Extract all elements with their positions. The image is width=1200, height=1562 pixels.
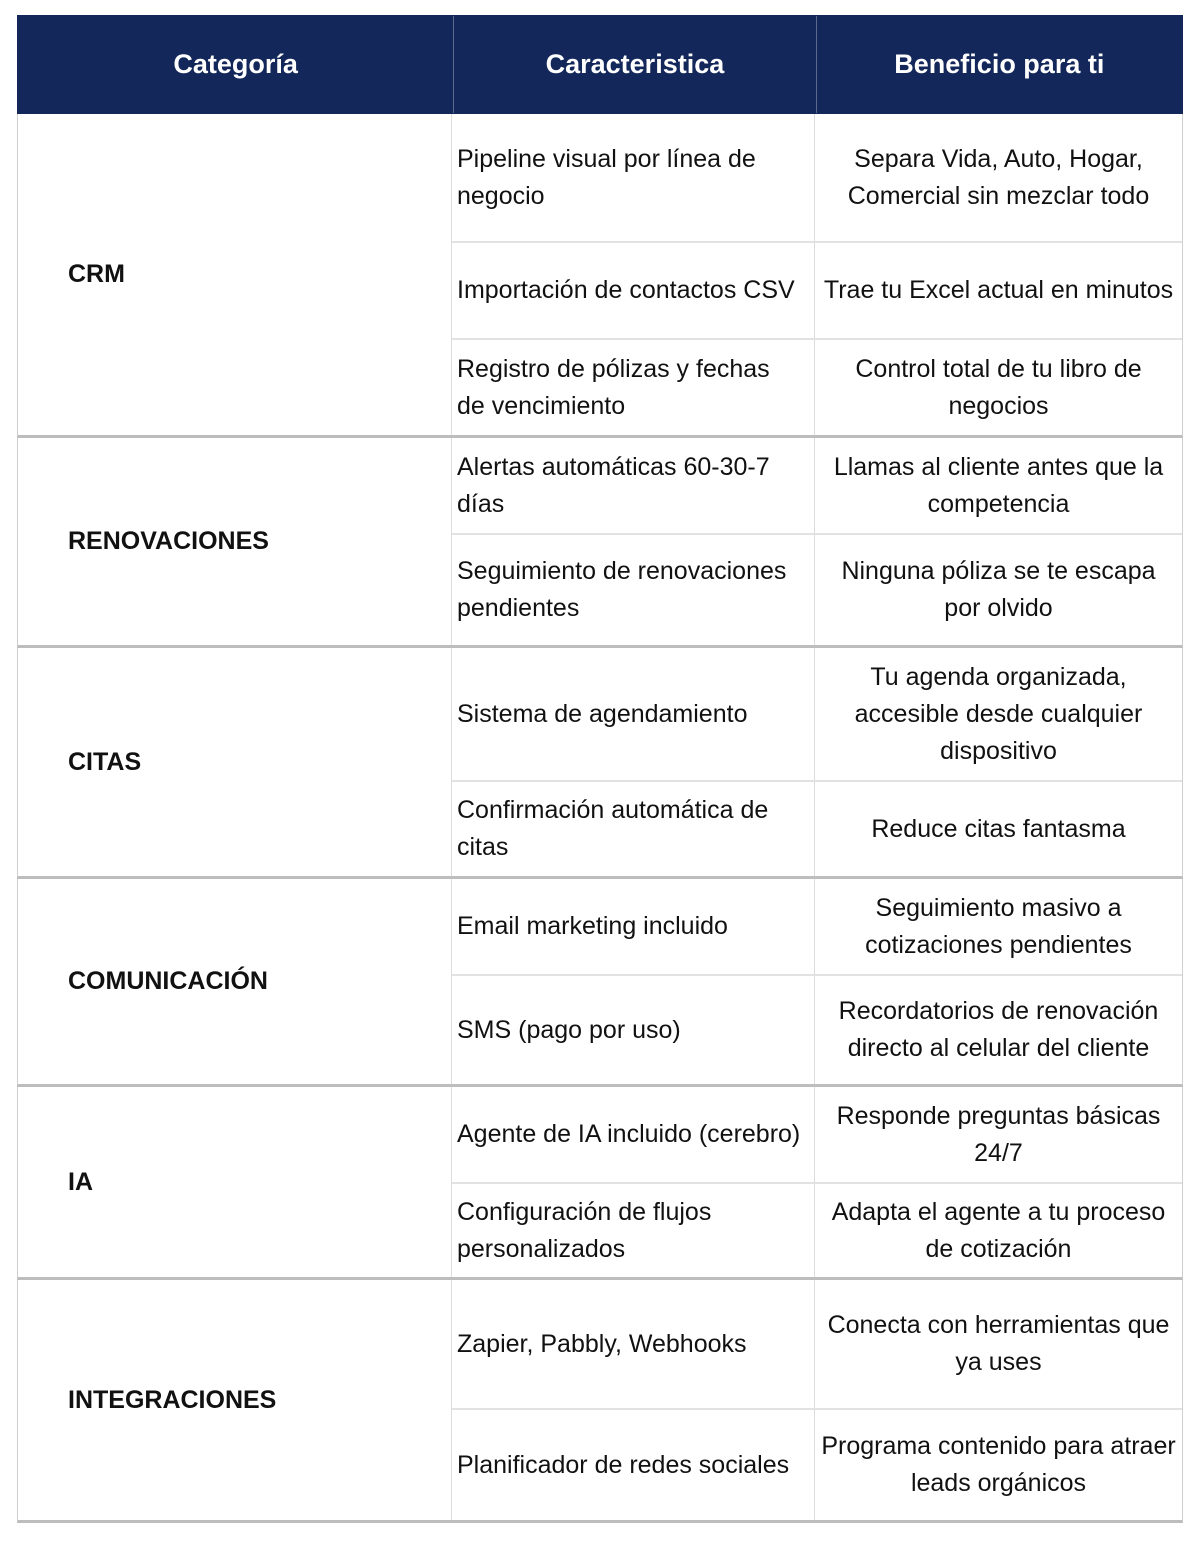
benefit-cell: Recordatorios de renovación directo al celular del cliente (838, 997, 1159, 1062)
benefit-cell: Control total de tu libro de negocios (855, 354, 1142, 420)
group-citas (17, 648, 1183, 879)
benefit-cell: Adapta el agente a tu proceso de cotización (831, 1197, 1166, 1263)
category-cell: IA (18, 1087, 452, 1277)
table-row (452, 879, 1182, 974)
table-header (17, 15, 1183, 114)
category-cell: CRM (18, 114, 452, 435)
table-row (452, 114, 1182, 241)
table-row (452, 1182, 1182, 1277)
feature-cell: Sistema de agendamiento (452, 648, 815, 780)
benefit-cell: Programa contenido para atraer leads orgánicos (821, 1432, 1176, 1497)
feature-cell: Alertas automáticas 60-30-7 días (452, 438, 815, 533)
group-crm (17, 114, 1183, 438)
benefit-cell: Llamas al cliente antes que la competencia (833, 452, 1164, 518)
feature-cell: SMS (pago por uso) (452, 976, 815, 1084)
table-row (452, 241, 1182, 338)
table-row (452, 1280, 1182, 1408)
group-comunicacion (17, 879, 1183, 1087)
benefit-cell: Ninguna póliza se te escapa por olvido (841, 557, 1156, 622)
feature-cell: Configuración de flujos personalizados (452, 1184, 815, 1277)
benefit-cell: Conecta con herramientas que ya uses (827, 1311, 1170, 1376)
table-row (452, 780, 1182, 876)
feature-cell: Importación de contactos CSV (452, 243, 815, 338)
benefit-cell: Tu agenda organizada, accesible desde cualquier dispositivo (854, 662, 1143, 765)
category-cell: CITAS (18, 648, 452, 876)
feature-cell: Email marketing incluido (452, 879, 815, 974)
header-category: Categoría (173, 49, 298, 79)
table-row (452, 338, 1182, 435)
group-integraciones (17, 1280, 1183, 1523)
benefit-cell: Responde preguntas básicas 24/7 (836, 1101, 1161, 1167)
table-row (452, 974, 1182, 1084)
group-renovaciones (17, 438, 1183, 648)
feature-cell: Confirmación automática de citas (452, 782, 815, 876)
category-cell: COMUNICACIÓN (18, 879, 452, 1084)
category-cell: INTEGRACIONES (18, 1280, 452, 1520)
feature-cell: Zapier, Pabbly, Webhooks (452, 1280, 815, 1408)
benefit-cell: Separa Vida, Auto, Hogar, Comercial sin mezclar todo (847, 144, 1150, 210)
feature-cell: Agente de IA incluido (cerebro) (452, 1087, 815, 1182)
benefit-cell: Reduce citas fantasma (871, 814, 1126, 843)
table-row (452, 533, 1182, 645)
benefit-cell: Seguimiento masivo a cotizaciones pendientes (865, 893, 1132, 959)
feature-cell: Registro de pólizas y fechas de vencimiento (452, 340, 815, 435)
header-feature: Caracteristica (453, 16, 815, 113)
group-ia (17, 1087, 1183, 1280)
benefit-cell: Trae tu Excel actual en minutos (823, 276, 1174, 304)
table-row (452, 1087, 1182, 1182)
feature-cell: Seguimiento de renovaciones pendientes (452, 535, 815, 645)
category-cell: RENOVACIONES (18, 438, 452, 645)
features-table (17, 15, 1183, 1523)
header-benefit: Beneficio para ti (816, 16, 1182, 113)
table-row (452, 1408, 1182, 1520)
feature-cell: Pipeline visual por línea de negocio (452, 114, 815, 241)
feature-cell: Planificador de redes sociales (452, 1410, 815, 1520)
table-row (452, 648, 1182, 780)
table-row (452, 438, 1182, 533)
